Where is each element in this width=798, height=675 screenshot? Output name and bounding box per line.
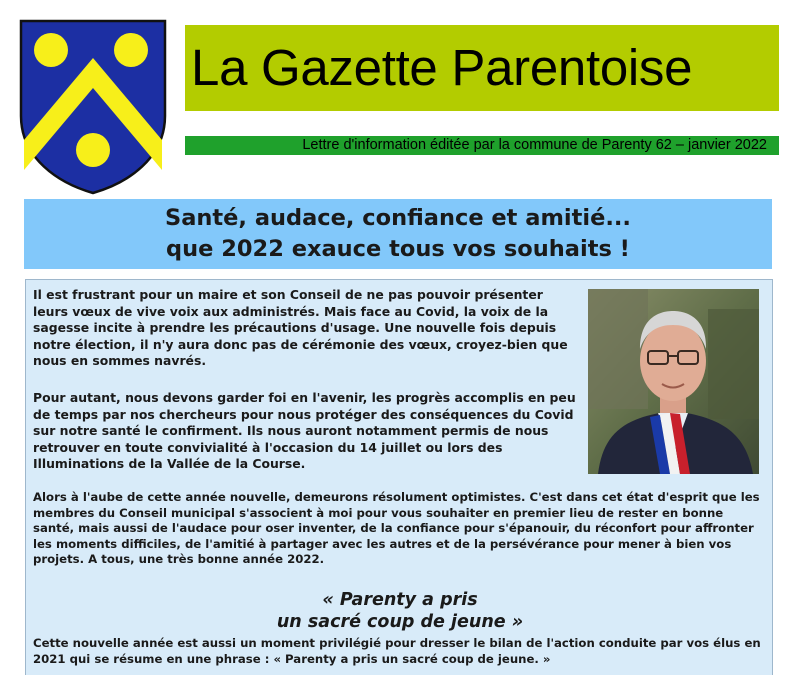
pull-quote-line-2: un sacré coup de jeune » [276,612,524,632]
pull-quote-line-1: « Parenty a pris [322,590,478,610]
headline-banner [24,199,772,269]
mayor-editorial [25,279,773,675]
crest-roundel-bottom [76,133,110,167]
editorial-paragraph-3: Alors à l'aube de cette année nouvelle, demeurons résolument optimistes. C'est dans cet état d'esprit que les membres du Conseil municipal s'associent à moi pour vous souhaiter en premier lieu de rester en bonne santé, mais aussi de l'audace pour oser inventer, de la confiance pour s'épanouir, du réconfort pour affronter les moments difficiles, de l'amitié à partager avec les autres et de la persévérance pour mener à bien vos projets. A tous, une très bonne année 2022. [33,490,760,566]
coat-of-arms-logo [18,18,168,195]
masthead-title-bar [185,25,779,111]
mayor-portrait-photo [588,289,759,474]
headline-line-2: que 2022 exauce tous vos souhaits ! [166,236,630,262]
masthead-title: La Gazette Parentoise [191,39,693,96]
crest-roundel-left [34,33,68,67]
editorial-paragraph-4: Cette nouvelle année est aussi un moment privilégié pour dresser le bilan de l'action conduite par vos élus en 2021 qui se résume en une phrase : « Parenty a pris un sacré coup de jeune. » [33,636,761,666]
headline-line-1: Santé, audace, confiance et amitié... [165,205,631,231]
editorial-paragraph-2: Pour autant, nous devons garder foi en l'avenir, les progrès accomplis en peu de temps par nos chercheurs pour nous protéger des conséquences du Covid sur notre santé le confirment. Ils nous auront notamment permis de nous retrouver en toute convivialité à l'occasion du 14 juillet ou lors des Illuminations de la Vallée de la Course. [33,390,576,471]
crest-roundel-right [114,33,148,67]
pull-quote [26,589,773,633]
masthead-subtitle: Lettre d'information éditée par la commune de Parenty 62 – janvier 2022 [185,136,779,155]
editorial-paragraph-1: Il est frustrant pour un maire et son Conseil de ne pas pouvoir présenter leurs vœux de vive voix aux administrés. Mais face au Covid, la voix de la sagesse incite à prendre les précautions d'usage. Une nouvelle fois depuis notre élection, il n'y aura donc pas de cérémonie des vœux, croyez-bien que nous en sommes navrés. [33,287,568,368]
